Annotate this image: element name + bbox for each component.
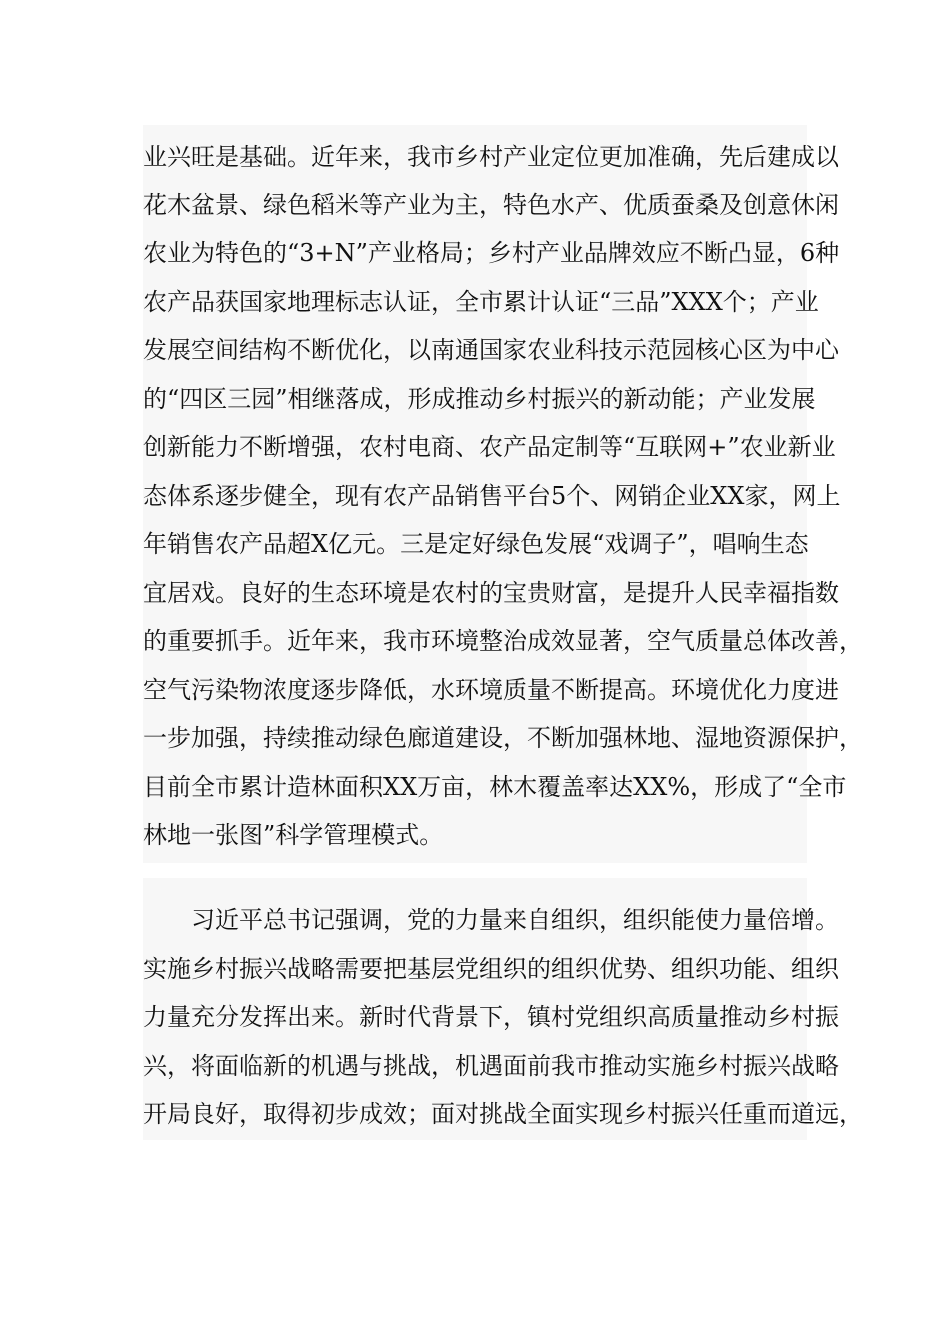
paragraph-1-line: 花木盆景、绿色稻米等产业为主，特色水产、优质蚕桑及创意休闲 bbox=[143, 191, 839, 219]
paragraph-1-line: 业兴旺是基础。近年来，我市乡村产业定位更加准确，先后建成以 bbox=[143, 143, 839, 171]
paragraph-1-line: 的“四区三园”相继落成，形成推动乡村振兴的新动能；产业发展 bbox=[143, 385, 816, 413]
paragraph-2-line: 开局良好，取得初步成效；面对挑战全面实现乡村振兴任重而道远， bbox=[143, 1100, 863, 1128]
paragraph-1-line: 年销售农产品超X亿元。三是定好绿色发展“戏调子”，唱响生态 bbox=[143, 530, 809, 558]
paragraph-1-line: 发展空间结构不断优化，以南通国家农业科技示范园核心区为中心 bbox=[143, 336, 839, 364]
paragraph-1-line: 态体系逐步健全，现有农产品销售平台5个、网销企业XX家，网上 bbox=[143, 482, 841, 510]
paragraph-1-line: 目前全市累计造林面积XX万亩，林木覆盖率达XX%，形成了“全市 bbox=[143, 773, 847, 801]
paragraph-1-line: 宜居戏。良好的生态环境是农村的宝贵财富，是提升人民幸福指数 bbox=[143, 579, 839, 607]
paragraph-1-line: 农业为特色的“3+N”产业格局；乡村产业品牌效应不断凸显，6种 bbox=[143, 239, 840, 267]
paragraph-1-line: 农产品获国家地理标志认证，全市累计认证“三品”XXX个；产业 bbox=[143, 288, 819, 316]
paragraph-1-line: 空气污染物浓度逐步降低，水环境质量不断提高。环境优化力度进 bbox=[143, 676, 839, 704]
paragraph-1-line: 的重要抓手。近年来，我市环境整治成效显著，空气质量总体改善， bbox=[143, 627, 863, 655]
paragraph-1 bbox=[143, 125, 863, 863]
paragraph-2-line: 力量充分发挥出来。新时代背景下，镇村党组织高质量推动乡村振 bbox=[143, 1003, 839, 1031]
paragraph-2 bbox=[143, 878, 863, 1140]
paragraph-2-line: 兴，将面临新的机遇与挑战，机遇面前我市推动实施乡村振兴战略 bbox=[143, 1052, 839, 1080]
paragraph-2-line: 习近平总书记强调，党的力量来自组织，组织能使力量倍增。 bbox=[191, 906, 839, 934]
paragraph-1-line: 创新能力不断增强，农村电商、农产品定制等“互联网+”农业新业 bbox=[143, 433, 836, 461]
paragraph-2-line: 实施乡村振兴战略需要把基层党组织的组织优势、组织功能、组织 bbox=[143, 955, 839, 983]
paragraph-1-line: 林地一张图”科学管理模式。 bbox=[143, 821, 444, 849]
paragraph-1-line: 一步加强，持续推动绿色廊道建设，不断加强林地、湿地资源保护， bbox=[143, 724, 863, 752]
